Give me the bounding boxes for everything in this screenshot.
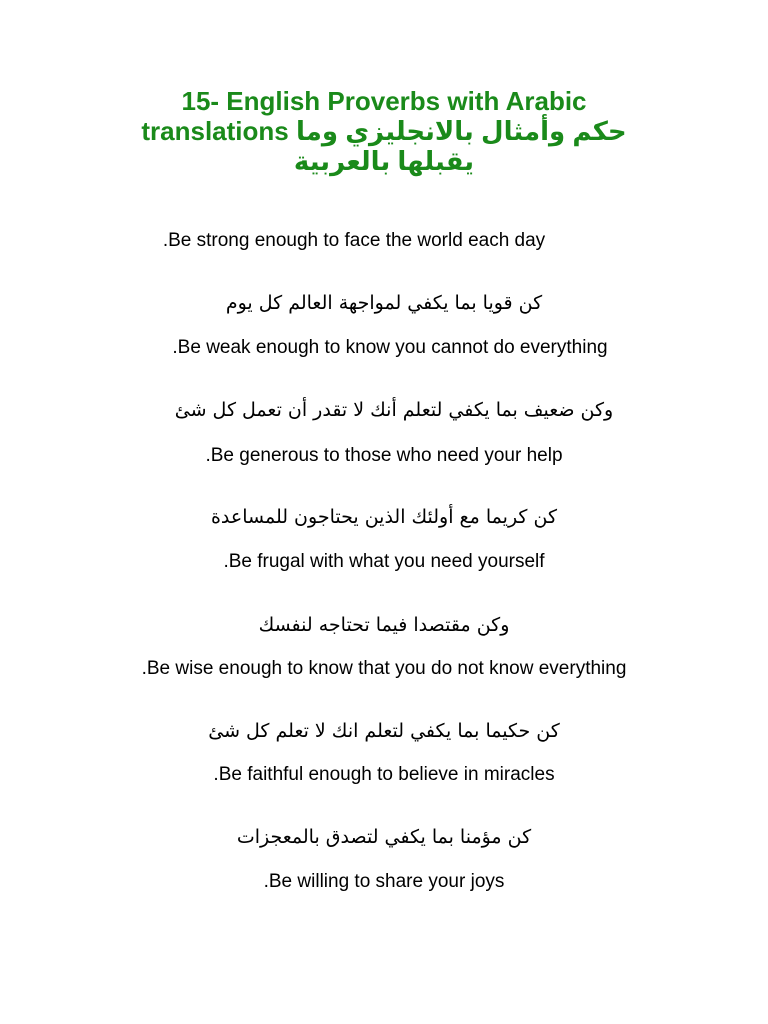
title-line-3: يقبلها بالعربية <box>293 146 475 176</box>
proverb-1-english: .Be strong enough to face the world each day <box>162 230 546 251</box>
title-line-1: 15- English Proverbs with Arabic <box>181 86 587 116</box>
proverb-4-english: .Be frugal with what you need yourself <box>223 551 545 572</box>
proverb-5-english: .Be wise enough to know that you do not know everything <box>141 658 627 679</box>
proverb-6-english: .Be faithful enough to believe in miracles <box>213 764 555 785</box>
proverb-3-arabic: كن كريما مع أولئك الذين يحتاجون للمساعدة <box>210 506 558 528</box>
proverb-6-arabic: كن مؤمنا بما يكفي لتصدق بالمعجزات <box>236 826 532 848</box>
document-title <box>84 86 684 176</box>
proverb-4-arabic: وكن مقتصدا فيما تحتاجه لنفسك <box>258 614 510 636</box>
proverb-3-english: .Be generous to those who need your help <box>205 445 563 466</box>
title-line-2: translations حكم وأمثال بالانجليزي وما <box>141 116 627 146</box>
proverb-1-arabic: كن قويا بما يكفي لمواجهة العالم كل يوم <box>225 292 543 314</box>
proverb-2-english: .Be weak enough to know you cannot do everything <box>172 337 608 358</box>
proverb-7-english: .Be willing to share your joys <box>263 871 505 892</box>
proverb-2-arabic: وكن ضعيف بما يكفي لتعلم أنك لا تقدر أن تعمل كل شئ <box>174 399 614 421</box>
proverb-5-arabic: كن حكيما بما يكفي لتعلم انك لا تعلم كل شئ <box>208 720 560 742</box>
